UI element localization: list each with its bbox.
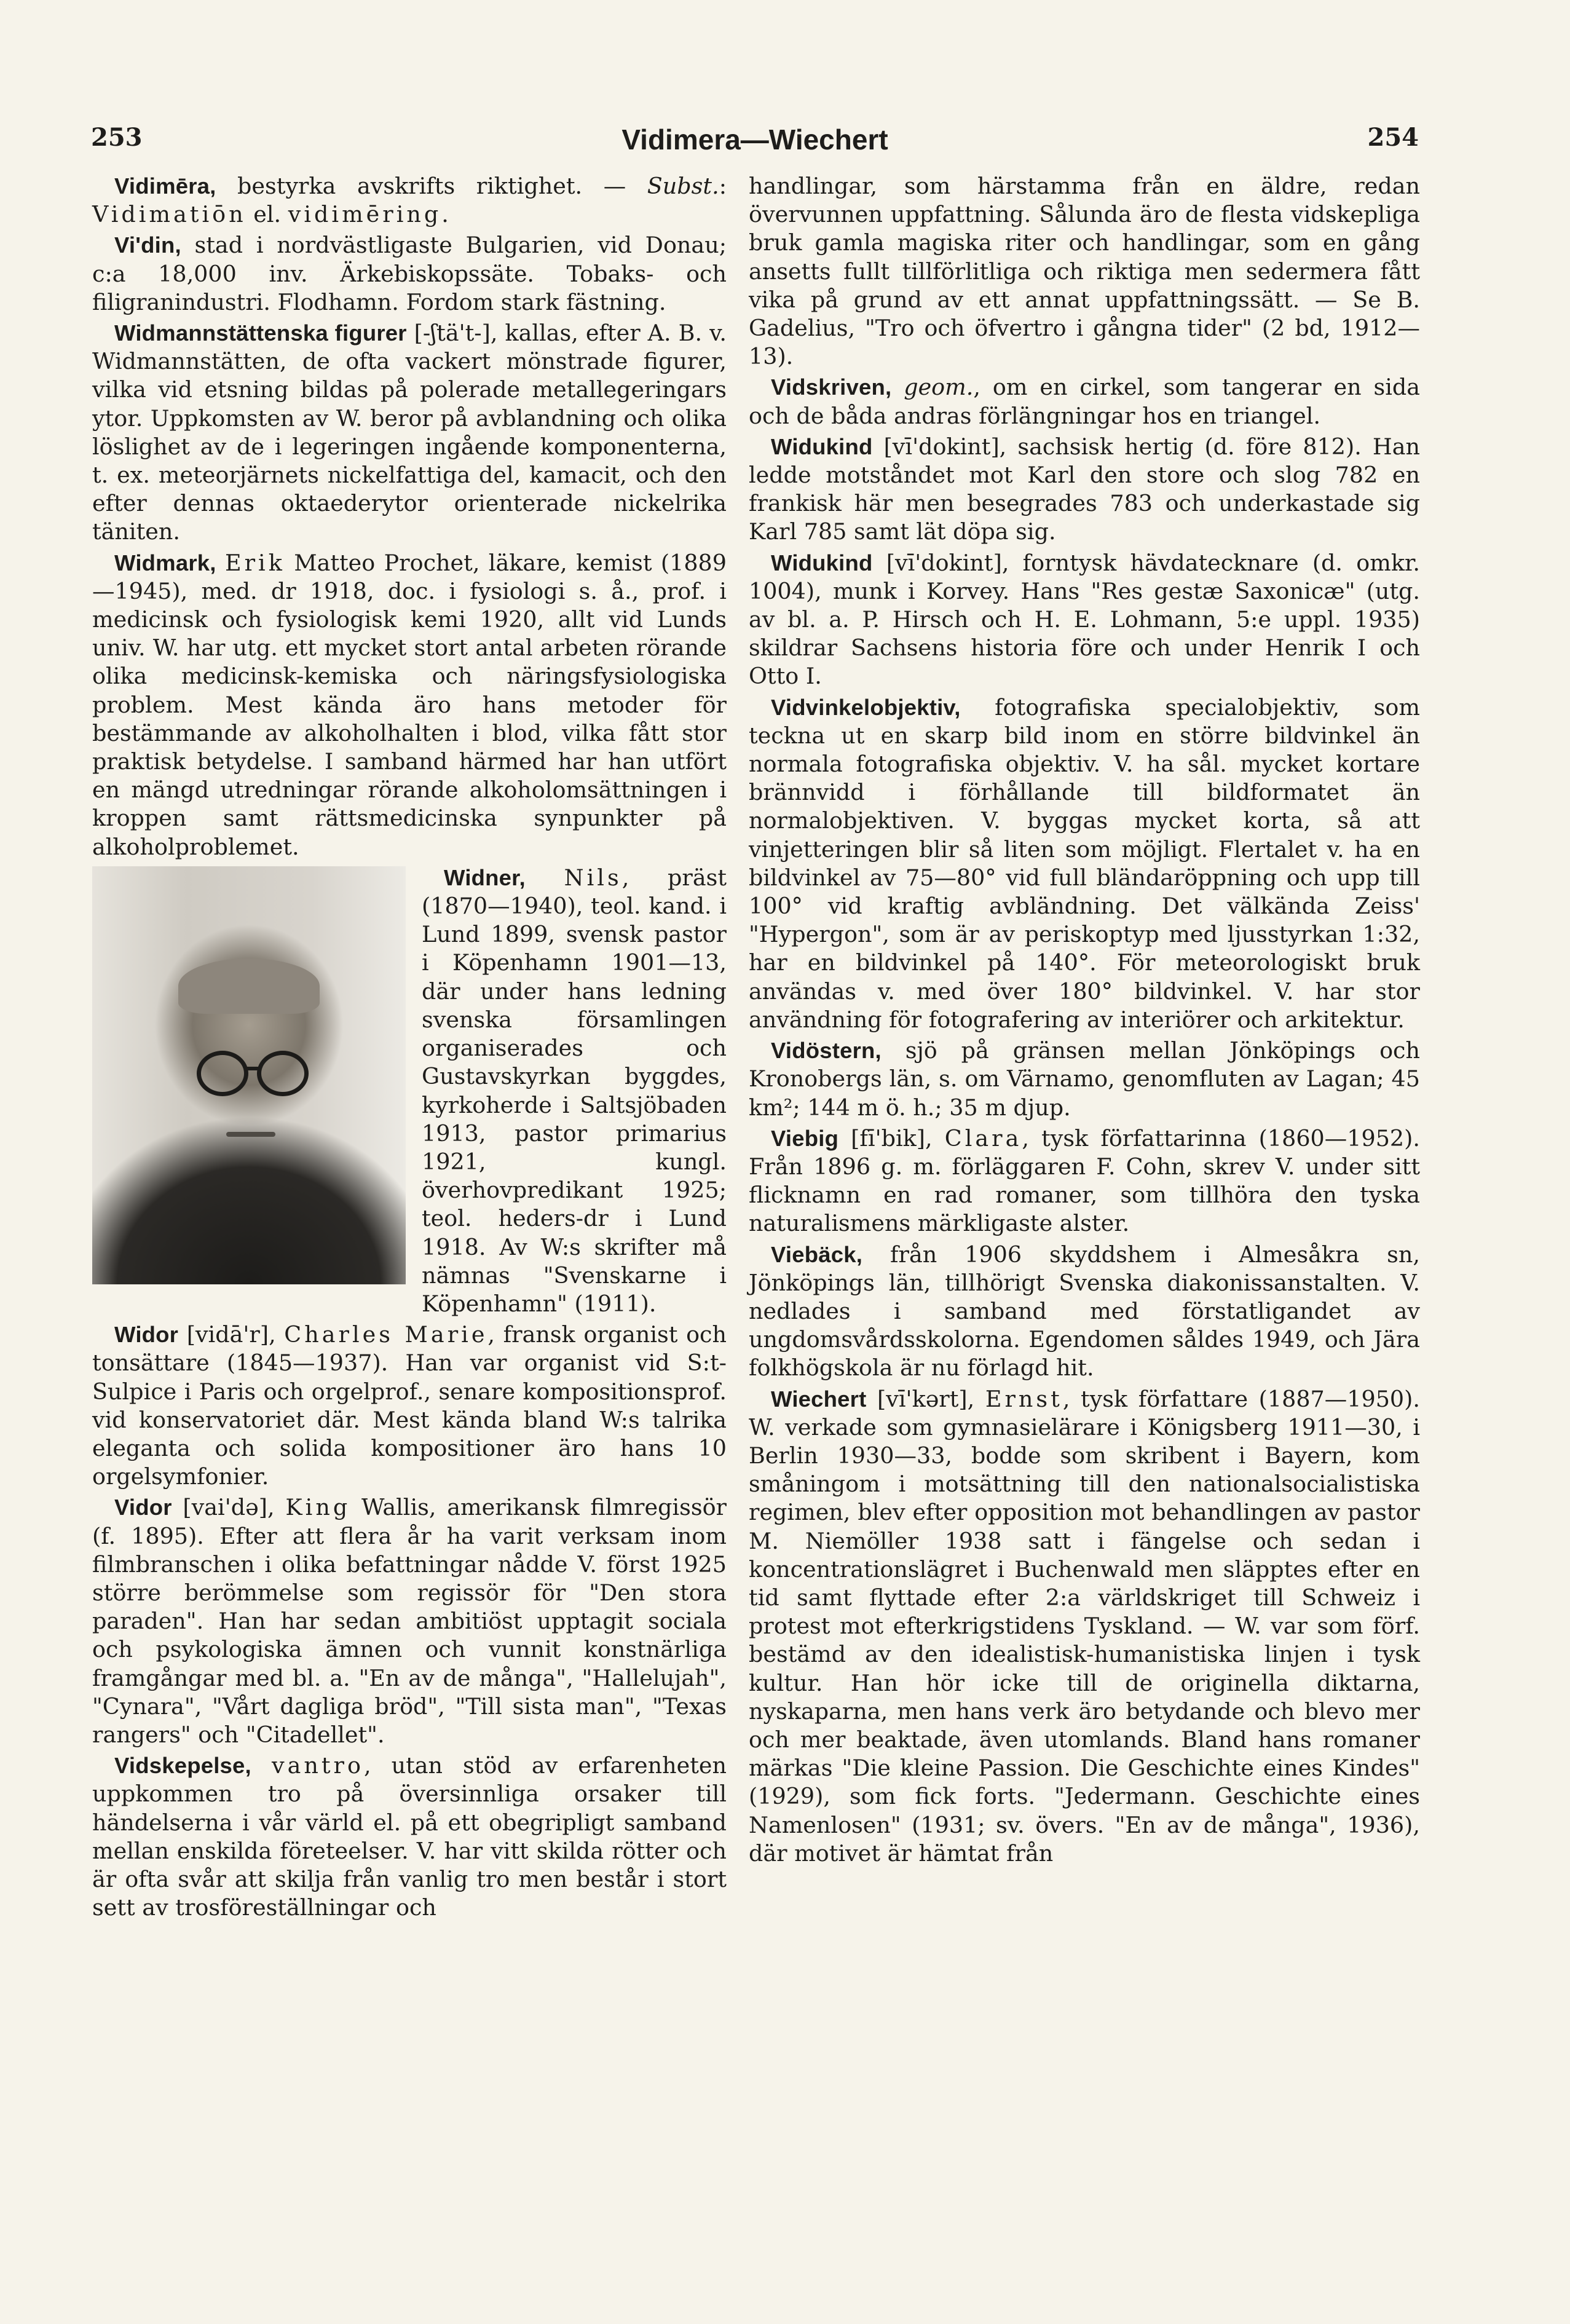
headword: Vidimēra,: [114, 173, 216, 199]
entry-vidostern: [749, 1037, 1420, 1122]
page-header: [91, 123, 1419, 166]
spaced-term: vidimēring: [288, 201, 442, 228]
entry-text: [526, 864, 564, 891]
headword: Vidskriven,: [771, 374, 892, 400]
entry-text: [216, 550, 225, 576]
headword: Widmannstättenska figurer: [114, 320, 407, 346]
entry-text: sjö på gränsen mellan Jönköpings och Kronobergs län, s. om Värnamo, genomfluten av Lagan; 45 km²; 144 m ö. h.; 35 m djup.: [749, 1037, 1420, 1121]
headword: Vidvinkelobjektiv,: [771, 694, 961, 720]
right-column: [749, 172, 1420, 1870]
headword: Wiechert: [771, 1386, 867, 1412]
entry-vieback: [749, 1241, 1420, 1383]
headword: Viebäck,: [771, 1241, 863, 1267]
entry-wiechert: [749, 1385, 1420, 1868]
page-number-left: 253: [91, 123, 143, 152]
headword: Vidor: [114, 1495, 172, 1520]
entry-vidor: [92, 1493, 727, 1749]
left-column: [92, 172, 727, 1924]
entry-text: bestyrka avskrifts riktighet. —: [216, 173, 647, 199]
entry-text: [vī'kərt],: [866, 1385, 985, 1412]
headword: Vidskepelse,: [114, 1753, 251, 1779]
entry-widmark: [92, 549, 727, 861]
entry-text: , tysk författare (1887—1950). W. verkade som gymnasielärare i Königsberg 1911—30, i Berlin 1930—33, bodde som skribent i Bayern, kom småningom i motsättning till den nationalsocialistiska regimen, blev efter opposition mot behandlingen av pastor M. Niemöller 1938 satt i fängelse och sedan i koncentrationslägret i Buchenwald men släpptes efter en tid samt flyttade efter 2:a världskriget till Schweiz i protest mot efterkrigstidens Tyskland. — W. var som förf. bestämd av den idealistisk-humanistiska linjen i tysk kultur. Han hör icke till de originella diktarna, nyskaparna, men hans verk äro betydande och blevo mer och mer beaktade, även utomlands. Bland hans romaner märkas "Die kleine Passion. Die Geschichte eines Kindes" (1929), som fick forts. "Jedermann. Geschichte eines Namenlosen" (1931; sv. övers. "En av de många", 1936), där motivet är hämtat från: [749, 1385, 1420, 1867]
entry-text: el.: [246, 201, 288, 228]
portrait-glasses-left: [197, 1051, 248, 1096]
entry-text: , fransk organist och tonsättare (1845—1937). Han var organist vid S:t-Sulpice i Paris och orgelprof., senare kompositionsprof. vid konservatoriet där. Mest kända bland W:s talrika eleganta och solida kompositioner äro hans 10 orgelsymfonier.: [92, 1321, 727, 1490]
entry-widmannstattenska: [92, 319, 727, 547]
entry-text: [891, 374, 904, 400]
entry-vidimera: [92, 172, 727, 229]
entry-text: stad i nordvästligaste Bulgarien, vid Donau; c:a 18,000 inv. Ärkebiskopssäte. Tobaks- och filigranindustri. Flodhamn. Fordom stark fästning.: [92, 232, 727, 315]
entry-text: [vī'dokint], sachsisk hertig (d. före 812). Han ledde motståndet mot Karl den store och slog 782 en frankisk här men besegrades 783 och underkastade sig Karl 785 samt lät döpa sig.: [749, 433, 1420, 545]
entry-text: handlingar, som härstamma från en äldre, redan övervunnen uppfattning. Sålunda äro de flesta vidskepliga bruk gamla magiska riter och handlingar, som en gång ansetts fullt tillförlitliga och riktiga men sedermera fått vika på grund av ett annat uppfattningssätt. — Se B. Gadelius, "Tro och öfvertro i gångna tider" (2 bd, 1912—13).: [749, 173, 1420, 370]
entry-text: , präst (1870—1940), teol. kand. i Lund 1899, svensk pastor i Köpenhamn 1901—13, där under hans ledning svenska församlingen organiserades och Gustavskyrkan byggdes, kyrkoherde i Saltsjöbaden 1913, pastor primarius 1921, kungl. överhovpredikant 1925; teol. heders-dr i Lund 1918. Av W:s skrifter må nämnas "Svenskarne i Köpenhamn" (1911).: [422, 864, 727, 1317]
entry-text: Wallis, amerikansk filmregissör (f. 1895). Efter att flera år ha varit verksam inom filmbranschen i olika befattningar nådde V. först 1925 större berömmelse som regissör för "Den stora paraden". Han har sedan ambitiöst upptagit sociala och psykologiska ämnen och vunnit konstnärliga framgångar med bl. a. "En av de många", "Hallelujah", "Cynara", "Vårt dagliga bröd", "Till sista man", "Texas rangers" och "Citadellet".: [92, 1494, 727, 1748]
entry-vidin: [92, 231, 727, 317]
entry-viebig: [749, 1124, 1420, 1238]
portrait-glasses-right: [257, 1051, 309, 1096]
entry-continuation: [749, 172, 1420, 371]
spaced-term: vantro: [271, 1752, 364, 1779]
spaced-name: Clara: [944, 1124, 1022, 1152]
entry-text: , utan stöd av erfarenheten uppkommen tro på översinnliga orsaker till händelserna i vår värld el. på ett obegripligt samband mellan enskilda företeelser. V. har vitt skilda rötter och är ofta svår att skilja från vanlig tro men består i stort sett av trosföreställningar och: [92, 1752, 727, 1921]
headword: Vidöstern,: [771, 1038, 882, 1064]
spaced-term: Vidimatiōn: [92, 201, 247, 228]
entry-text: fotografiska specialobjektiv, som teckna ut en skarp bild inom en större bildvinkel än normala fotografiska objektiv. V. ha sål. mycket kortare brännvidd i förhållande till bildformatet än normalobjektiven. V. byggas mycket korta, så att vinjetteringen blir så liten som möjligt. Flertalet v. ha en bildvinkel av 75—80° vid full bländaröppning och upp till 100° vid kraftig avbländning. Det välkända Zeiss' "Hypergon", som är av periskoptyp med ljusstyrkan 1:32, har en bildvinkel på 140°. För meteorologiskt bruk användas v. med över 180° bildvinkel. V. har stor användning för fotografering av interiörer och arkitektur.: [749, 694, 1420, 1033]
spaced-name: Charles Marie: [284, 1321, 488, 1348]
entry-abbrev: Subst.: [647, 173, 719, 199]
spaced-name: King: [285, 1494, 351, 1521]
headword: Widukind: [771, 550, 873, 575]
spaced-name: Erik: [224, 549, 285, 576]
headword: Viebig: [771, 1125, 839, 1151]
entry-abbrev: geom.: [904, 374, 974, 401]
spaced-name: Nils: [564, 864, 622, 891]
entry-text: [vai'də],: [172, 1494, 286, 1521]
entry-text: [vidā'r],: [178, 1321, 285, 1348]
entry-text: , tysk författarinna (1860—1952). Från 1896 g. m. förläggaren F. Cohn, skrev V. under sitt flicknamn en rad romaner, som tillhöra den tyska naturalismens märkligaste alster.: [749, 1124, 1420, 1237]
entry-vidvinkelobjektiv: [749, 694, 1420, 1034]
entry-widukind-krönikör: [749, 549, 1420, 691]
entry-widor: [92, 1321, 727, 1491]
headword: Widukind: [771, 433, 873, 459]
headword: Vi'din,: [114, 232, 181, 258]
entry-vidskepelse: [92, 1752, 727, 1922]
entry-text: [-ʃtä't-], kallas, efter A. B. v. Widmannstätten, de ofta vackert mönstrade figurer, vilka vid etsning bildas på polerade metallegeringars ytor. Uppkomsten av W. beror på avblandning och olika löslighet av de i legeringen ingående komponenterna, t. ex. meteorjärnets nickelfattiga del, kamacit, och den efter dennas oktaederytor orienterade nickelrika täniten.: [92, 320, 727, 545]
portrait-mouth: [226, 1132, 275, 1137]
entry-text: [fī'bik],: [838, 1124, 945, 1152]
page-number-right: 254: [1367, 123, 1419, 152]
entry-text: [vī'dokint], forntysk hävdatecknare (d. omkr. 1004), munk i Korvey. Hans "Res gestæ Saxonicæ" (utg. av bl. a. P. Hirsch och H. E. Lohmann, 5:e uppl. 1935) skildrar Sachsens historia före och under Henrik I och Otto I.: [749, 549, 1420, 690]
running-title: Vidimera—Wiechert: [621, 124, 888, 156]
entry-text: [251, 1752, 272, 1779]
portrait-photo: [92, 866, 406, 1284]
entry-text: .: [441, 201, 449, 228]
entry-text: Matteo Prochet, läkare, kemist (1889—1945), med. dr 1918, doc. i fysiologi s. å., prof. i medicinsk och fysiologisk kemi 1920, allt vid Lunds univ. W. har utg. ett mycket stort antal arbeten rörande olika medicinsk-kemiska och näringsfysiologiska problem. Mest kända äro hans metoder för bestämmande av alkoholhalten i blod, vilka fått stor praktisk betydelse. I samband härmed har han utfört en mängd utredningar rörande alkoholomsättningen i kroppen samt rättsmedicinska synpunkter på alkoholproblemet.: [92, 549, 727, 860]
portrait-hair: [178, 958, 320, 1014]
entry-widukind-hertig: [749, 433, 1420, 547]
headword: Widmark,: [114, 550, 216, 575]
entry-text: från 1906 skyddshem i Almesåkra sn, Jönköpings län, tillhörigt Svenska diakonissanstalten. V. nedlades i samband med förstatligandet av ungdomsvårdsskolorna. Egendomen såldes 1949, och Jära folkhögskola är nu förlagd hit.: [749, 1241, 1420, 1381]
headword: Widner,: [444, 864, 526, 890]
entry-vidskriven: [749, 373, 1420, 430]
spaced-name: Ernst: [985, 1385, 1063, 1412]
entry-text: , om en cirkel, som tangerar en sida och de båda andras förlängningar hos en triangel.: [749, 374, 1420, 429]
headword: Widor: [114, 1322, 179, 1348]
entry-text: :: [719, 173, 727, 199]
